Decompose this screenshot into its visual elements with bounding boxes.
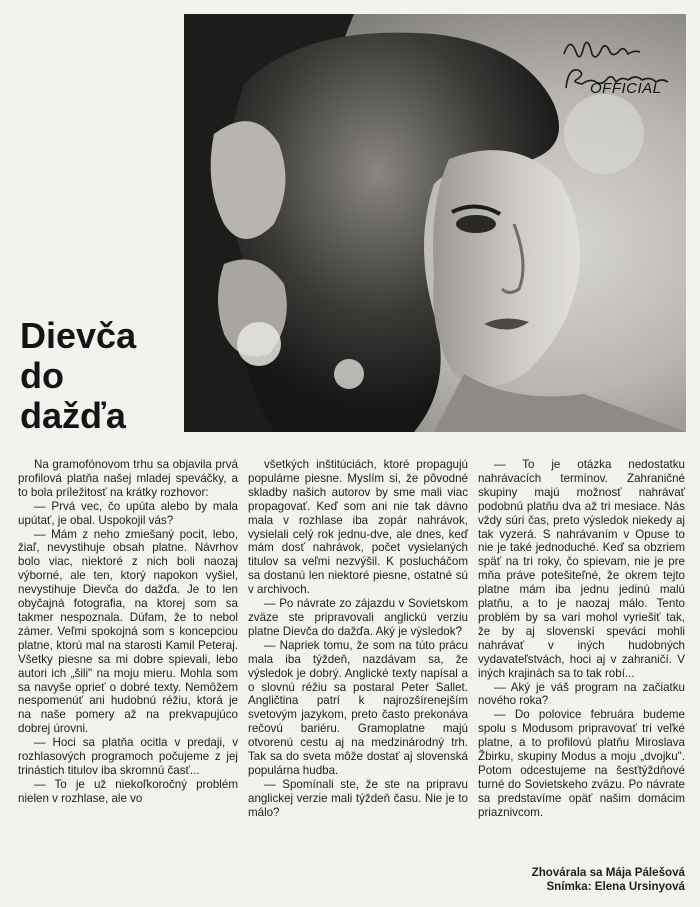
headline-line-2: do [20,355,64,396]
paragraph: — Mám z neho zmiešaný pocit, lebo, žiaľ, nevystihuje obsah platne. Návrhov bolo viac, niektoré z nich boli naozaj výborné, ale ten, ktorý napokon vyšiel, nevystihuje Dievča do dažďa. Je to len obyčajná fotografia, na ktorej som sa takmer nespoznala. Dúfam, že to nebol zámer. Veľmi spokojná som s koncepciou platne, ktorú mal na starosti Kamil Peteraj. Všetky piesne sa mi dobre spievali, lebo autori ich „šili" na moju mieru. Mohla som sa navyše oprieť o dobré texty. Nemôžem nespomenúť ani hudobnú réžiu, ktorá je na naše pomery až na prekvapujúco dobrej úrovni. [18,527,238,736]
article-credits [478,866,685,894]
paragraph: — Hoci sa platňa ocitla v predaji, v rozhlasových programoch počujeme z jej trinástich titulov iba skromnú časť... [18,736,238,777]
paragraph: všetkých inštitúciách, ktoré propagujú populárne piesne. Myslím si, že pôvodné skladby našich autorov by sme mali viac propagovať. Keď som ani nie tak dávno mala v rozhlase iba zopár nahrávok, vysielali celý rok jednu-dve, ale dnes, keď mám dosť nahrávok, počet vysielaných titulov sa veľmi nezvýšil. K poslucháčom sa dostanú len niektoré piesne, ostatné sú v archivoch. [248,458,468,597]
paragraph: — Po návrate zo zájazdu v Sovietskom zväze ste pripravovali anglickú verziu platne Dievča do dažďa. Aký je výsledok? [248,597,468,638]
paragraph: — To je už niekoľkoročný problém nielen v rozhlase, ale vo [18,777,238,805]
article-column-1 [18,458,238,806]
paragraph: — To je otázka nedostatku nahrávacích termínov. Zahraničné skupiny majú možnosť nahrávať podobnú platňu dva až tri mesiace. Nás vždy súri čas, preto výsledok niekedy aj tak vyzerá. S nahrávaním v Opuse to nie je také jednoduché. Keď sa obzriem späť na tri roky, čo spievam, nie je pre mňa práve potešiteľné, že okrem tejto platne mám iba jednu jedinú malú platňu, a to je naozaj málo. Tento problém by sa vari mohol vyriešiť tak, že by aj slovenskí speváci mohli nahrávať v iných hudobných vydavateľstvách, hoci aj v zahraničí. V iných krajinách sa to tak robí... [478,458,685,680]
interviewer-credit: Zhovárala sa Mája Pálešová [531,866,685,879]
paragraph: — Do polovice februára budeme spolu s Modusom pripravovať tri veľké platne, a to profilovú platňu Miroslava Žbirku, skupiny Modus a moju „dvojku". Potom odcestujeme na šesťtýždňové turné do Sovietskeho zväzu. Po návrate sa predstavíme opäť našim domácim priaznivcom. [478,708,685,819]
photo-credit: Snímka: Elena Ursinyová [546,880,685,893]
paragraph: — Aký je váš program na začiatku nového roka? [478,680,685,708]
article-headline [20,316,180,436]
article-column-2 [248,458,468,820]
headline-line-1: Dievča [20,315,137,356]
official-stamp-label: OFFICIAL [590,80,662,97]
article-column-3 [478,458,685,820]
headline-line-3: dažďa [20,395,126,436]
paragraph: — Spomínali ste, že ste na pripravu anglickej verzie mali týždeň času. Nie je to málo? [248,777,468,819]
paragraph: — Napriek tomu, že som na túto prácu mala iba týždeň, nazdávam sa, že výsledok je dobrý. Anglické texty napísal a o slovnú réžiu sa postaral Peter Sallet. Angličtina patrí k najrozšírenejším svetovým jazykom, preto často prekonáva rečovú bariéru. Gramoplatne majú otvorenú cestu aj na medzinárodný trh. Tak sa do sveta môže dostať aj slovenská populárna hudba. [248,638,468,777]
paragraph: — Prvá vec, čo upúta alebo by mala upútať, je obal. Uspokojil vás? [18,499,238,527]
paragraph: Na gramofónovom trhu sa objavila prvá profilová platňa našej mladej speváčky, a to bola príležitosť na krátky rozhovor: [18,458,238,499]
